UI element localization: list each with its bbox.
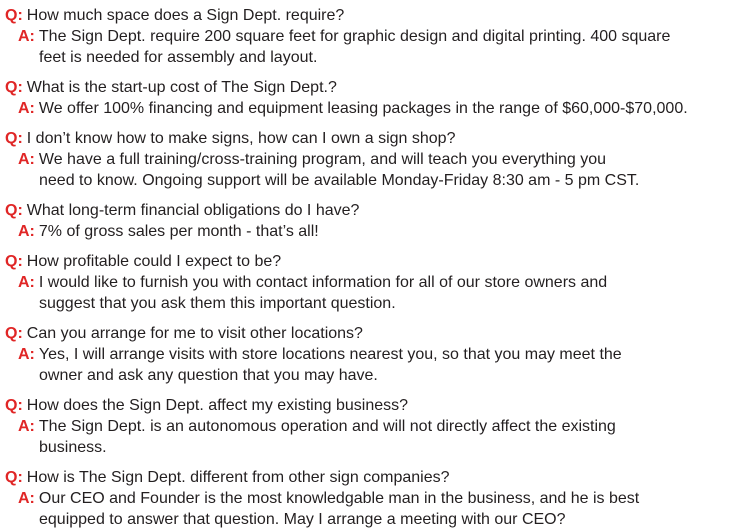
question-text: Can you arrange for me to visit other locations? xyxy=(26,325,363,342)
qa-item xyxy=(0,77,732,119)
question-text: How much space does a Sign Dept. require? xyxy=(26,7,345,24)
question-text: How profitable could I expect to be? xyxy=(26,253,282,270)
a-label: A: xyxy=(18,223,35,240)
question-text: How does the Sign Dept. affect my existing business? xyxy=(26,397,409,414)
answer-line xyxy=(0,98,732,119)
answer-line xyxy=(0,344,732,365)
question-line xyxy=(0,200,732,221)
question-line xyxy=(0,395,732,416)
answer-text: I would like to furnish you with contact information for all of our store owners and xyxy=(38,274,608,291)
faq-list xyxy=(0,5,732,530)
question-line xyxy=(0,77,732,98)
q-label: Q: xyxy=(5,253,23,270)
answer-text: 7% of gross sales per month - that’s all! xyxy=(38,223,319,240)
question-line xyxy=(0,467,732,488)
answer-text: We offer 100% financing and equipment leasing packages in the range of $60,000-$70,000. xyxy=(38,100,688,117)
answer-continuation-line: business. xyxy=(39,439,107,456)
q-label: Q: xyxy=(5,130,23,147)
a-label: A: xyxy=(18,346,35,363)
a-label: A: xyxy=(18,151,35,168)
answer-text: Our CEO and Founder is the most knowledgable man in the business, and he is best xyxy=(38,490,640,507)
question-text: What long-term financial obligations do I have? xyxy=(26,202,360,219)
question-line xyxy=(0,251,732,272)
answer-line xyxy=(0,488,732,509)
answer-line xyxy=(0,149,732,170)
answer-line xyxy=(0,272,732,293)
a-label: A: xyxy=(18,274,35,291)
answer-continuation-line: suggest that you ask them this important question. xyxy=(39,295,396,312)
answer-line xyxy=(0,416,732,437)
qa-item xyxy=(0,323,732,386)
a-label: A: xyxy=(18,100,35,117)
qa-item xyxy=(0,467,732,530)
question-text: What is the start-up cost of The Sign Dept.? xyxy=(26,79,337,96)
answer-line xyxy=(0,26,732,47)
q-label: Q: xyxy=(5,469,23,486)
question-line xyxy=(0,5,732,26)
answer-continuation-line: equipped to answer that question. May I arrange a meeting with our CEO? xyxy=(39,511,566,528)
q-label: Q: xyxy=(5,202,23,219)
answer-text: The Sign Dept. is an autonomous operation and will not directly affect the existing xyxy=(38,418,616,435)
qa-item xyxy=(0,5,732,68)
qa-item xyxy=(0,128,732,191)
a-label: A: xyxy=(18,418,35,435)
answer-continuation-line: need to know. Ongoing support will be available Monday-Friday 8:30 am - 5 pm CST. xyxy=(39,172,640,189)
a-label: A: xyxy=(18,490,35,507)
answer-continuation-line: owner and ask any question that you may have. xyxy=(39,367,378,384)
answer-continuation-line: feet is needed for assembly and layout. xyxy=(39,49,318,66)
question-text: I don’t know how to make signs, how can I own a sign shop? xyxy=(26,130,456,147)
a-label: A: xyxy=(18,28,35,45)
q-label: Q: xyxy=(5,79,23,96)
q-label: Q: xyxy=(5,325,23,342)
question-line xyxy=(0,128,732,149)
qa-item xyxy=(0,251,732,314)
qa-item xyxy=(0,395,732,458)
answer-text: The Sign Dept. require 200 square feet for graphic design and digital printing. 400 square xyxy=(38,28,671,45)
qa-item xyxy=(0,200,732,242)
question-text: How is The Sign Dept. different from other sign companies? xyxy=(26,469,450,486)
answer-text: Yes, I will arrange visits with store locations nearest you, so that you may meet the xyxy=(38,346,622,363)
q-label: Q: xyxy=(5,397,23,414)
answer-line xyxy=(0,221,732,242)
answer-text: We have a full training/cross-training program, and will teach you everything you xyxy=(38,151,606,168)
question-line xyxy=(0,323,732,344)
q-label: Q: xyxy=(5,7,23,24)
